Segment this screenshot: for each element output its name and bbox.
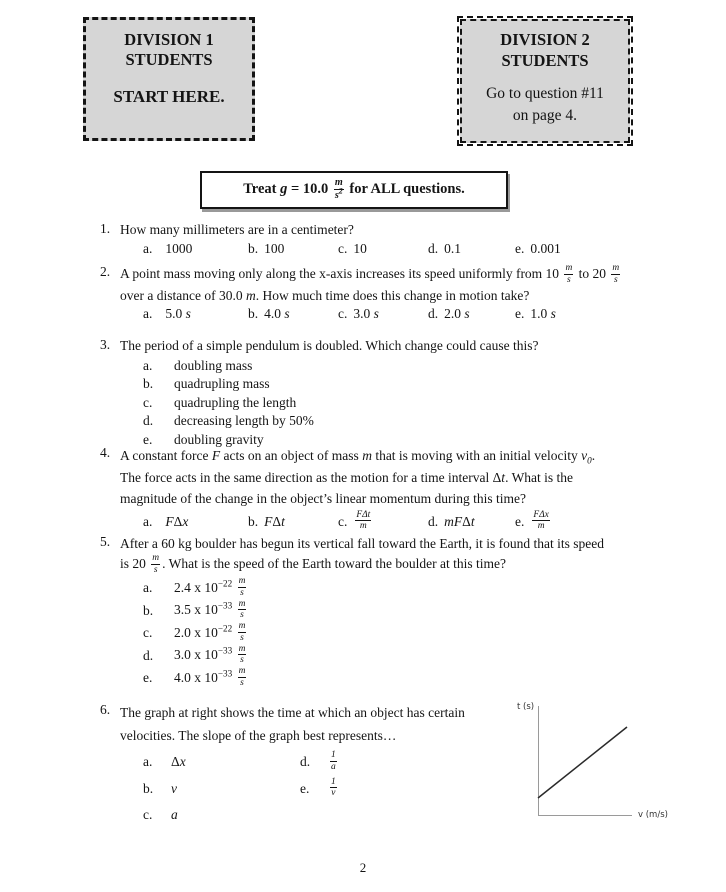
option: a. 1000	[143, 240, 193, 256]
option: a. 5.0 s	[143, 306, 191, 322]
question-4-options	[143, 511, 680, 533]
option: e. $\frac{\text{FΔx}}{m}$	[515, 509, 549, 532]
question-text: A constant force F acts on an object of mass m that is moving with an initial velocity $v_0$. The force acts in the same direction as the motion for a time interval Δt. What is the magnitude of the change in the object’s linear momentum during this time?	[120, 448, 596, 506]
page-number: 2	[359, 860, 367, 875]
division1-title-line1: DIVISION 1	[124, 30, 214, 49]
question-5-options	[143, 577, 680, 690]
option: a. FΔx	[143, 513, 189, 529]
option: d. mFΔt	[428, 513, 475, 529]
option: e. 0.001	[515, 240, 561, 256]
question-number: 2.	[100, 264, 111, 279]
question-text: After a 60 kg boulder has begun its vertical fall toward the Earth, it is found that its speed is 20 $\frac{m}{s}$ . What is the speed of the Earth toward the boulder at this time?	[120, 536, 604, 575]
division1-title-line2: STUDENTS	[125, 50, 213, 69]
option: d. 3.0 x $10^{-33}$ $\frac{m}{s}$	[143, 643, 246, 666]
velocity-time-graph	[517, 700, 722, 830]
option: c. $\frac{\text{FΔt}}{m}$	[338, 509, 371, 532]
division2-box-inner	[460, 19, 630, 143]
option: b. 3.5 x $10^{-33}$ $\frac{m}{s}$	[143, 598, 246, 621]
division2-instruction-line2: on page 4.	[512, 107, 578, 124]
option: a. 2.4 x $10^{-22}$ $\frac{m}{s}$	[143, 576, 246, 598]
x-axis-label: v (m/s)	[638, 810, 668, 820]
option: b. 100	[248, 240, 285, 256]
question-6-options	[143, 749, 532, 829]
question-2	[100, 264, 680, 322]
question-4	[100, 445, 680, 533]
option: c. 3.0 s	[338, 306, 379, 322]
division2-title-line1: DIVISION 2	[500, 30, 590, 49]
gravity-notice-box	[200, 171, 508, 209]
option: e. 1.0 s	[515, 306, 556, 322]
question-3-options	[143, 357, 680, 450]
option: c. 10	[338, 240, 367, 256]
question-number: 6.	[100, 702, 111, 717]
question-5	[100, 534, 680, 690]
question-text: The graph at right shows the time at which an object has certain velocities. The slope of the graph best represents…	[120, 705, 465, 743]
graph-data-line	[517, 700, 722, 830]
question-text: How many millimeters are in a centimeter?	[120, 222, 354, 237]
option: d. 2.0 s	[428, 306, 470, 322]
gravity-notice-text: Treat g = 10.0 $\frac{m}{s^2}$ for ALL questions.	[243, 177, 465, 201]
option: b. FΔt	[248, 513, 285, 529]
division2-title	[462, 29, 628, 71]
option: e. doubling gravity	[143, 431, 264, 447]
option: c. quadrupling the length	[143, 394, 297, 410]
question-number: 5.	[100, 534, 111, 549]
option: b. quadrupling mass	[143, 376, 270, 391]
division1-instruction: START HERE.	[113, 87, 225, 106]
option: d. $\frac{1}{a}$	[300, 750, 336, 772]
question-number: 3.	[100, 337, 111, 352]
question-text: The period of a simple pendulum is doubled. Which change could cause this?	[120, 338, 539, 353]
question-number: 4.	[100, 445, 111, 460]
option: e. 4.0 x $10^{-33}$ $\frac{m}{s}$	[143, 666, 246, 688]
y-axis-label: t (s)	[517, 702, 535, 712]
question-1-options	[143, 241, 680, 257]
option: d. decreasing length by 50%	[143, 413, 314, 428]
option: e. $\frac{1}{v}$	[300, 776, 336, 799]
division2-instruction	[462, 83, 628, 127]
division2-title-line2: STUDENTS	[501, 51, 589, 70]
question-1	[100, 221, 680, 257]
question-number: 1.	[100, 221, 111, 236]
option: b. 4.0 s	[248, 306, 290, 322]
question-2-options	[143, 306, 680, 322]
option: c. 2.0 x $10^{-22}$ $\frac{m}{s}$	[143, 621, 246, 643]
option: d. 0.1	[428, 240, 461, 256]
division2-box	[457, 16, 633, 146]
division1-box	[83, 17, 255, 141]
option: a. Δx	[143, 754, 186, 770]
option: c. a	[143, 807, 178, 823]
question-text: A point mass moving only along the x-axis increases its speed uniformly from 10 $\frac{m}{s}$ to 20 $\frac{m}{s}$ over a distance of 30.0 m. How much time does this change in motion take?	[120, 263, 620, 304]
division1-title	[86, 30, 252, 70]
question-6	[100, 702, 535, 829]
option: b. v	[143, 780, 177, 796]
question-3	[100, 337, 680, 449]
division2-instruction-line1: Go to question #11	[486, 85, 604, 102]
option: a. doubling mass	[143, 357, 253, 373]
